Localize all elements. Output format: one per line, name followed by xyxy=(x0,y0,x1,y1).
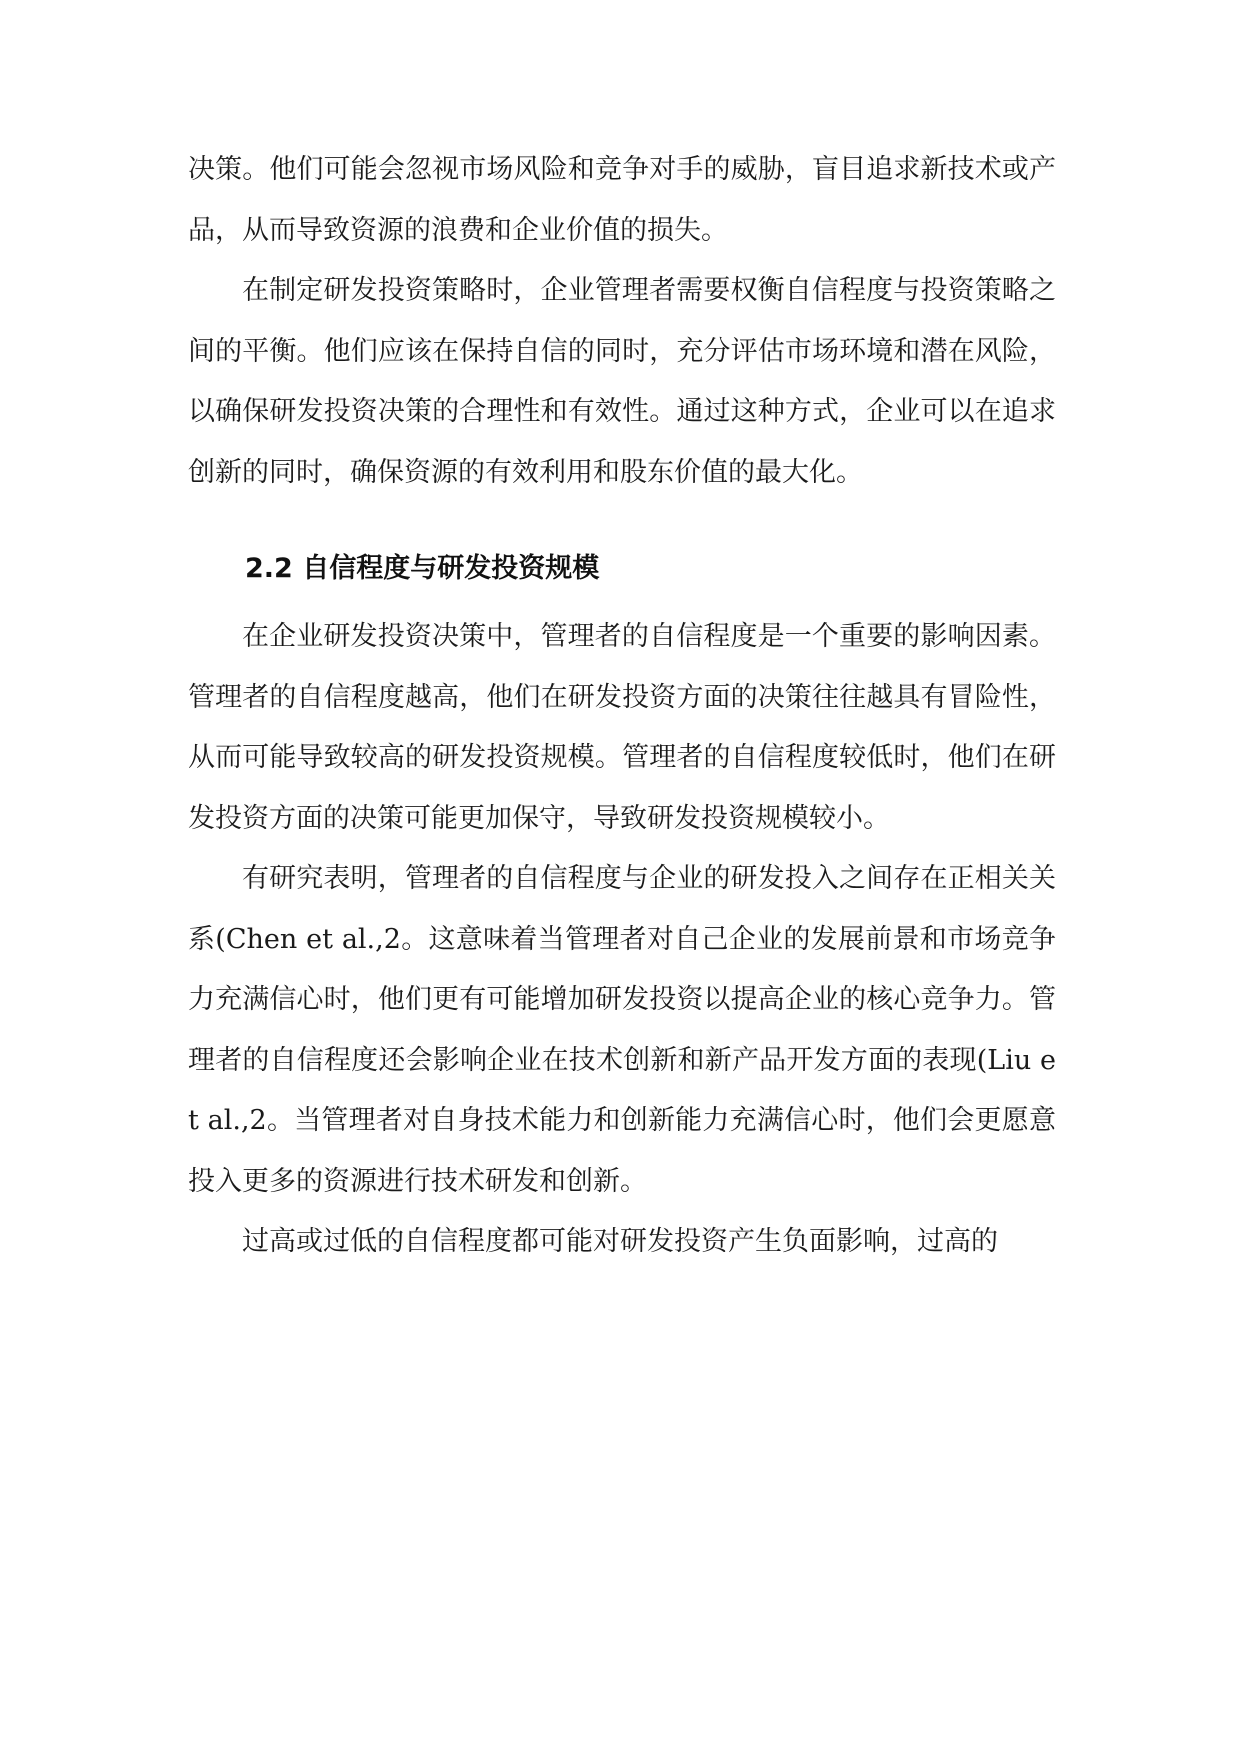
paragraph: 过高或过低的自信程度都可能对研发投资产生负面影响，过高的 xyxy=(242,1226,998,1257)
document-page xyxy=(188,140,1056,1273)
paragraph: 有研究表明，管理者的自信程度与企业的研发投入之间存在正相关关系(Chen et al.,2。这意味着当管理者对自己企业的发展前景和市场竞争力充满信心时，他们更有可能增加研发投资以提高企业的核心竞争力。管理者的自信程度还会影响企业在技术创新和新产品开发方面的表现(Liu et al.,2。当管理者对自身技术能力和创新能力充满信心时，他们会更愿意投入更多的资源进行技术研发和创新。 xyxy=(188,863,1056,1197)
paragraph: 在企业研发投资决策中，管理者的自信程度是一个重要的影响因素。管理者的自信程度越高，他们在研发投资方面的决策往往越具有冒险性，从而可能导致较高的研发投资规模。管理者的自信程度较低时，他们在研发投资方面的决策可能更加保守，导致研发投资规模较小。 xyxy=(188,621,1056,834)
paragraph: 决策。他们可能会忽视市场风险和竞争对手的威胁，盲目追求新技术或产品，从而导致资源的浪费和企业价值的损失。 xyxy=(188,154,1056,246)
section-heading: 2.2 自信程度与研发投资规模 xyxy=(245,553,600,584)
paragraph: 在制定研发投资策略时，企业管理者需要权衡自信程度与投资策略之间的平衡。他们应该在保持自信的同时，充分评估市场环境和潜在风险，以确保研发投资决策的合理性和有效性。通过这种方式，企业可以在追求创新的同时，确保资源的有效利用和股东价值的最大化。 xyxy=(188,275,1056,488)
